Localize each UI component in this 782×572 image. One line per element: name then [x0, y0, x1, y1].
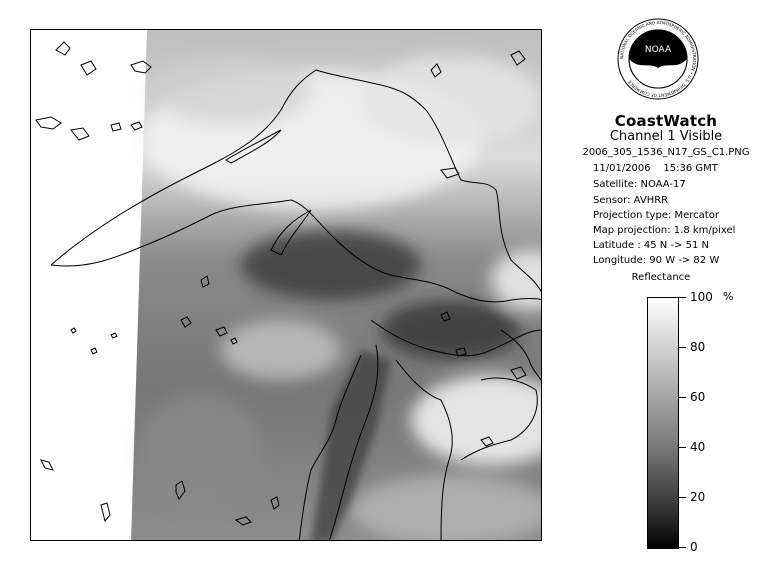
satellite-label: Satellite: NOAA-17 — [593, 179, 686, 190]
satellite-image — [31, 30, 542, 541]
colorbar-tick-mark — [679, 297, 686, 298]
datetime-row — [593, 163, 718, 174]
colorbar-tick-mark — [679, 497, 686, 498]
colorbar-tick-label: 40 — [690, 440, 706, 454]
colorbar-tick-label: 0 — [690, 540, 698, 554]
sensor-label: Sensor: AVHRR — [593, 195, 669, 206]
noaa-logo-icon — [617, 18, 699, 100]
colorbar-title: Reflectance — [631, 272, 691, 283]
channel-label: Channel 1 Visible — [609, 129, 723, 144]
satellite-map[interactable] — [30, 29, 542, 541]
colorbar-tick-label: 60 — [690, 390, 706, 404]
logo-text: NOAA — [644, 45, 672, 55]
app-title: CoastWatch — [614, 112, 718, 130]
longitude-label: Longitude: 90 W -> 82 W — [593, 255, 720, 266]
colorbar-tick-mark — [679, 347, 686, 348]
time-label: 15:36 GMT — [663, 163, 718, 174]
colorbar-tick-mark — [679, 547, 686, 548]
map-projection-label: Map projection: 1.8 km/pixel — [593, 225, 736, 236]
latitude-label: Latitude : 45 N -> 51 N — [593, 240, 709, 251]
colorbar-unit: % — [723, 290, 734, 303]
colorbar-tick-mark — [679, 447, 686, 448]
logo-ring-text: NATIONAL OCEANIC AND ATMOSPHERIC ADMINISTRATION • U.S. DEPARTMENT OF COMMERCE — [618, 19, 698, 99]
date-label: 11/01/2006 — [593, 163, 651, 174]
filename-label: 2006_305_1536_N17_GS_C1.PNG — [582, 147, 750, 158]
colorbar-tick-mark — [679, 397, 686, 398]
colorbar-tick-label: 20 — [690, 490, 706, 504]
noaa-logo — [617, 18, 699, 100]
reflectance-colorbar — [647, 297, 679, 549]
projection-type-label: Projection type: Mercator — [593, 210, 719, 221]
colorbar-tick-label: 100 — [690, 290, 713, 304]
colorbar-tick-label: 80 — [690, 340, 706, 354]
